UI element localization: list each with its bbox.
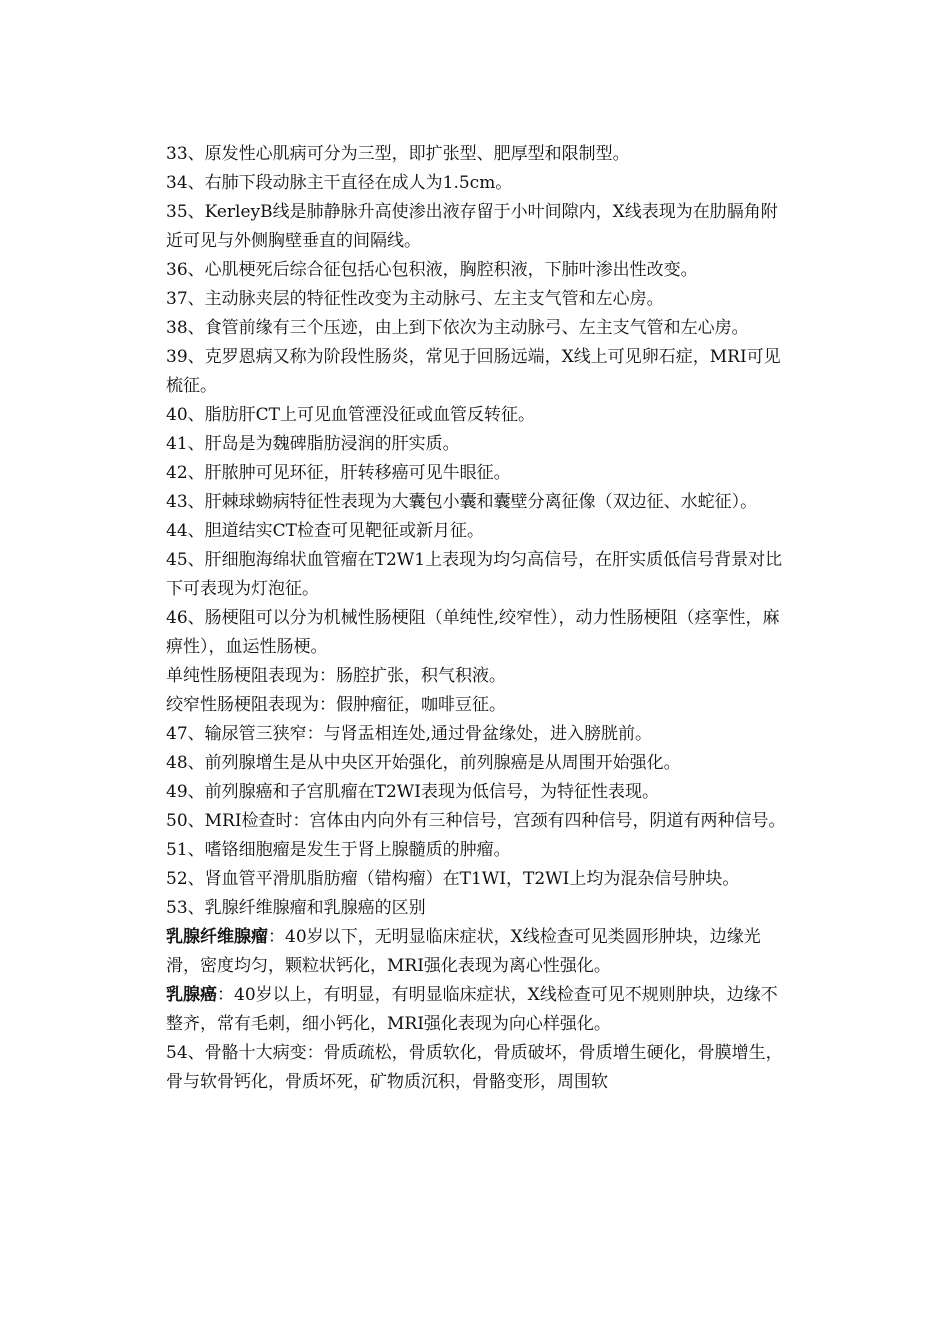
paragraph-41: 41、肝岛是为魏碑脂肪浸润的肝实质。 [166, 434, 460, 454]
term-carcinoma: 乳腺癌 [166, 985, 217, 1005]
paragraph-50: 50、MRI检查时：宫体由内向外有三种信号，宫颈有四种信号，阴道有两种信号。 [166, 811, 786, 831]
paragraph-33: 33、原发性心肌病可分为三型，即扩张型、肥厚型和限制型。 [166, 144, 630, 164]
paragraph-53-fibroadenoma: 乳腺纤维腺瘤：40岁以下，无明显临床症状，X线检查可见类圆形肿块，边缘光滑，密度均匀，颗粒状钙化，MRI强化表现为离心性强化。 [166, 927, 761, 976]
paragraph-38: 38、食管前缘有三个压迹，由上到下依次为主动脉弓、左主支气管和左心房。 [166, 318, 749, 338]
paragraph-52: 52、肾血管平滑肌脂肪瘤（错构瘤）在T1WI，T2WI上均为混杂信号肿块。 [166, 869, 740, 889]
document-page [166, 140, 792, 1097]
paragraph-46-simple: 单纯性肠梗阻表现为：肠腔扩张，积气积液。 [166, 666, 506, 686]
paragraph-34: 34、右肺下段动脉主干直径在成人为1.5cm。 [166, 173, 513, 193]
paragraph-36: 36、心肌梗死后综合征包括心包积液，胸腔积液，下肺叶渗出性改变。 [166, 260, 698, 280]
paragraph-49: 49、前列腺癌和子宫肌瘤在T2WI表现为低信号，为特征性表现。 [166, 782, 659, 802]
paragraph-40: 40、脂肪肝CT上可见血管湮没征或血管反转征。 [166, 405, 535, 425]
paragraph-47: 47、输尿管三狭窄：与肾盂相连处,通过骨盆缘处，进入膀胱前。 [166, 724, 653, 744]
paragraph-46: 46、肠梗阻可以分为机械性肠梗阻（单纯性,绞窄性），动力性肠梗阻（痉挛性，麻痹性），血运性肠梗。 [166, 608, 780, 657]
paragraph-53-carcinoma: 乳腺癌：40岁以上，有明显，有明显临床症状，X线检查可见不规则肿块，边缘不整齐，常有毛刺，细小钙化，MRI强化表现为向心样强化。 [166, 985, 778, 1034]
term-fibroadenoma: 乳腺纤维腺瘤 [166, 927, 268, 947]
paragraph-42: 42、肝脓肿可见环征，肝转移癌可见牛眼征。 [166, 463, 511, 483]
paragraph-51: 51、嗜铬细胞瘤是发生于肾上腺髓质的肿瘤。 [166, 840, 511, 860]
paragraph-45: 45、肝细胞海绵状血管瘤在T2W1上表现为均匀高信号，在肝实质低信号背景对比下可表现为灯泡征。 [166, 550, 783, 599]
paragraph-46-strangulated: 绞窄性肠梗阻表现为：假肿瘤征，咖啡豆征。 [166, 695, 506, 715]
paragraph-43: 43、肝棘球蚴病特征性表现为大囊包小囊和囊壁分离征像（双边征、水蛇征）。 [166, 492, 758, 512]
paragraph-48: 48、前列腺增生是从中央区开始强化，前列腺癌是从周围开始强化。 [166, 753, 681, 773]
paragraph-53: 53、乳腺纤维腺瘤和乳腺癌的区别 [166, 898, 426, 918]
paragraph-44: 44、胆道结实CT检查可见靶征或新月征。 [166, 521, 484, 541]
paragraph-39: 39、克罗恩病又称为阶段性肠炎，常见于回肠远端，X线上可见卵石症，MRI可见梳征。 [166, 347, 781, 396]
paragraph-35: 35、KerleyB线是肺静脉升高使渗出液存留于小叶间隙内，X线表现为在肋膈角附近可见与外侧胸壁垂直的间隔线。 [166, 202, 778, 251]
paragraph-37: 37、主动脉夹层的特征性改变为主动脉弓、左主支气管和左心房。 [166, 289, 664, 309]
paragraph-54: 54、骨骼十大病变：骨质疏松，骨质软化，骨质破坏，骨质增生硬化，骨膜增生，骨与软骨钙化，骨质坏死，矿物质沉积，骨骼变形，周围软 [166, 1043, 783, 1092]
